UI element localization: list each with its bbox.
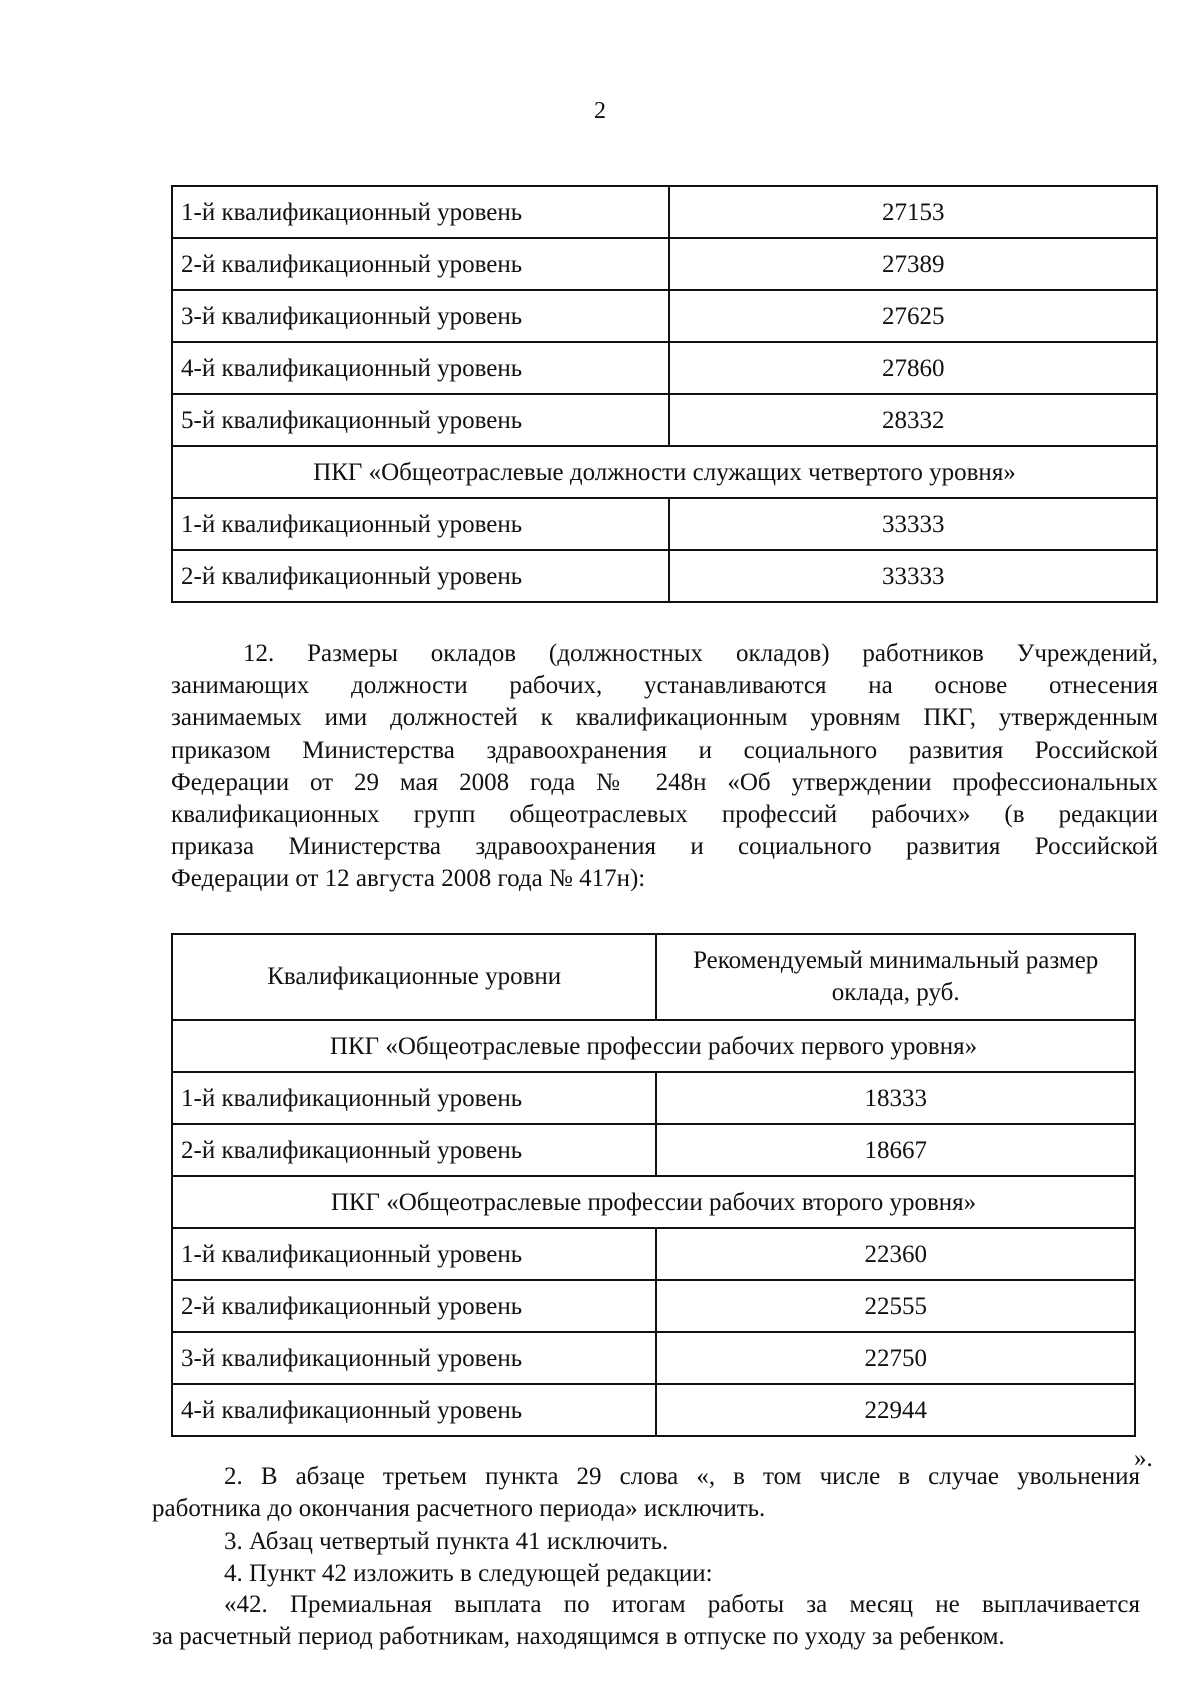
qualification-level: 2-й квалификационный уровень <box>172 550 669 602</box>
qualification-level: 1-й квалификационный уровень <box>172 498 669 550</box>
qualification-level: 5-й квалификационный уровень <box>172 394 669 446</box>
salary-value: 22944 <box>656 1384 1135 1436</box>
salary-value: 33333 <box>669 498 1157 550</box>
qualification-level: 4-й квалификационный уровень <box>172 342 669 394</box>
group-title: ПКГ «Общеотраслевые профессии рабочих второго уровня» <box>172 1176 1135 1228</box>
paragraph-line: 12. Размеры окладов (должностных окладов) работников Учреждений, <box>243 640 1158 667</box>
page-number: 2 <box>594 98 606 124</box>
paragraph-42 <box>152 1589 1140 1653</box>
salary-value: 18667 <box>656 1124 1135 1176</box>
table-row <box>172 186 1157 238</box>
header-min-salary: Рекомендуемый минимальный размер оклада, руб. <box>656 934 1135 1020</box>
paragraph-line: приказа Министерства здравоохранения и социального развития Российской <box>171 833 1158 861</box>
paragraph-line: занимающих должности рабочих, устанавливаются на основе отнесения <box>171 672 1158 700</box>
table-row <box>172 1072 1135 1124</box>
salary-value: 33333 <box>669 550 1157 602</box>
group-title: ПКГ «Общеотраслевые профессии рабочих первого уровня» <box>172 1020 1135 1072</box>
qualification-level: 3-й квалификационный уровень <box>172 1332 656 1384</box>
paragraph-12 <box>171 638 1158 896</box>
table-row <box>172 290 1157 342</box>
salary-table-workers <box>171 933 1136 1437</box>
table-row <box>172 1228 1135 1280</box>
qualification-level: 1-й квалификационный уровень <box>172 186 669 238</box>
table-header-row <box>172 934 1135 1020</box>
paragraph-line: Федерации от 12 августа 2008 года № 417н): <box>171 865 646 893</box>
paragraph-line: квалификационных групп общеотраслевых профессий рабочих» (в редакции <box>171 801 1158 829</box>
paragraph-2 <box>152 1461 1140 1525</box>
table-row <box>172 394 1157 446</box>
table-row <box>172 550 1157 602</box>
salary-value: 18333 <box>656 1072 1135 1124</box>
table-row <box>172 498 1157 550</box>
salary-value: 28332 <box>669 394 1157 446</box>
salary-value: 27389 <box>669 238 1157 290</box>
closing-quote: ». <box>1134 1445 1153 1472</box>
table-group-row <box>172 446 1157 498</box>
table-group-row <box>172 1176 1135 1228</box>
salary-value: 27625 <box>669 290 1157 342</box>
table-group-row <box>172 1020 1135 1072</box>
qualification-level: 2-й квалификационный уровень <box>172 238 669 290</box>
paragraph-line: занимаемых ими должностей к квалификационным уровням ПКГ, утвержденным <box>171 704 1158 732</box>
paragraph-line: работника до окончания расчетного периода» исключить. <box>152 1495 766 1522</box>
paragraph-line: приказом Министерства здравоохранения и социального развития Российской <box>171 736 1158 764</box>
table-row <box>172 1124 1135 1176</box>
paragraph-line: 2. В абзаце третьем пункта 29 слова «, в том числе в случае увольнения <box>224 1463 1140 1490</box>
paragraph-line: Федерации от 29 мая 2008 года № 248н «Об утверждении профессиональных <box>171 768 1158 796</box>
paragraph-line: за расчетный период работникам, находящимся в отпуске по уходу за ребенком. <box>152 1623 1005 1650</box>
group-title: ПКГ «Общеотраслевые должности служащих четвертого уровня» <box>172 446 1157 498</box>
paragraph-4: 4. Пункт 42 изложить в следующей редакции: <box>224 1560 713 1587</box>
paragraph-3: 3. Абзац четвертый пункта 41 исключить. <box>224 1528 669 1555</box>
table-row <box>172 1332 1135 1384</box>
salary-value: 22555 <box>656 1280 1135 1332</box>
qualification-level: 1-й квалификационный уровень <box>172 1072 656 1124</box>
table-row <box>172 1280 1135 1332</box>
salary-value: 22750 <box>656 1332 1135 1384</box>
table-row <box>172 1384 1135 1436</box>
salary-value: 27860 <box>669 342 1157 394</box>
salary-value: 27153 <box>669 186 1157 238</box>
qualification-level: 2-й квалификационный уровень <box>172 1124 656 1176</box>
qualification-level: 3-й квалификационный уровень <box>172 290 669 342</box>
header-qualification-levels: Квалификационные уровни <box>172 934 656 1020</box>
salary-value: 22360 <box>656 1228 1135 1280</box>
salary-table-servants <box>171 185 1158 603</box>
qualification-level: 1-й квалификационный уровень <box>172 1228 656 1280</box>
qualification-level: 2-й квалификационный уровень <box>172 1280 656 1332</box>
table-row <box>172 238 1157 290</box>
paragraph-line: «42. Премиальная выплата по итогам работы за месяц не выплачивается <box>224 1591 1140 1618</box>
table-row <box>172 342 1157 394</box>
qualification-level: 4-й квалификационный уровень <box>172 1384 656 1436</box>
